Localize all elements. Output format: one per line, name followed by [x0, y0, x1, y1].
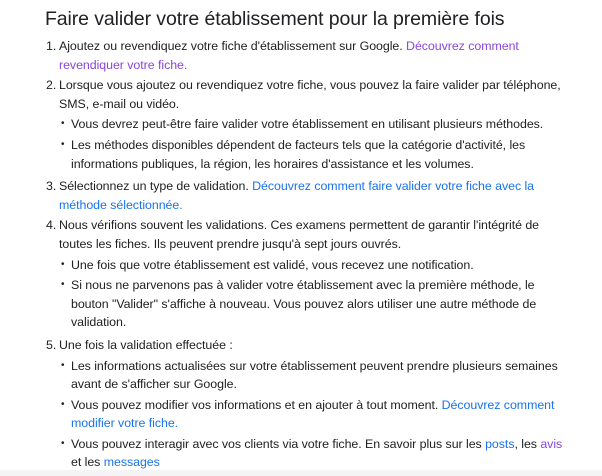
step-2-bullets: [59, 115, 566, 173]
edit-listing-link[interactable]: Découvrez comment modifier votre fiche.: [71, 397, 555, 431]
page-title: Faire valider votre établissement pour la première fois: [45, 8, 505, 30]
step-4-bullets: [59, 256, 566, 332]
step-number: 5.: [46, 337, 57, 352]
bullet-item: [59, 136, 566, 173]
verify-method-link[interactable]: Découvrez comment faire valider votre fiche avec la méthode sélectionnée.: [59, 179, 535, 212]
bullet-icon: •: [61, 437, 65, 449]
bullet-item: [59, 357, 566, 394]
step-number: 2.: [46, 78, 57, 93]
step-text: Lorsque vous ajoutez ou revendiquez votre fiche, vous pouvez la faire valider par téléphone, SMS, e-mail ou vidéo.: [59, 78, 561, 111]
step-4: [46, 216, 566, 332]
step-text: Nous vérifions souvent les validations. Ces examens permettent de garantir l'intégrité de toutes les fiches. Ils peuvent prendre jusqu'à sept jours ouvrés.: [59, 218, 540, 251]
bullet-item: [59, 115, 566, 134]
step-text: Sélectionnez un type de validation.: [59, 179, 253, 194]
messages-link[interactable]: messages: [103, 455, 160, 470]
bullet-icon: •: [61, 398, 65, 410]
bullet-text: Les méthodes disponibles dépendent de facteurs tels que la catégorie d'activité, les informations publiques, la région, les horaires d'assistance et les volumes.: [71, 137, 526, 171]
bottom-edge: [0, 470, 602, 476]
bullet-icon: •: [61, 118, 65, 130]
bullet-icon: •: [61, 138, 65, 150]
bullet-icon: •: [61, 258, 65, 270]
bullet-text: Vous pouvez modifier vos informations et en ajouter à tout moment.: [71, 397, 442, 412]
bullet-icon: •: [61, 279, 65, 291]
step-2: [46, 76, 566, 173]
step-number: 3.: [46, 179, 57, 194]
step-number: 4.: [46, 218, 57, 233]
step-1: [46, 37, 566, 74]
step-text: Ajoutez ou revendiquez votre fiche d'établissement sur Google.: [59, 39, 407, 53]
bullet-text: Vous pouvez interagir avec vos clients via votre fiche. En savoir plus sur les: [71, 436, 486, 451]
step-5-bullets: [59, 357, 566, 473]
bullet-text: Vous devrez peut-être faire valider votre établissement en utilisant plusieurs méthodes.: [71, 117, 544, 132]
claim-listing-link[interactable]: Découvrez comment revendiquer votre fiche.: [59, 39, 519, 72]
bullet-text: Les informations actualisées sur votre établissement peuvent prendre plusieurs semaines avant de s'afficher sur Google.: [71, 358, 558, 392]
steps-list: [46, 37, 566, 474]
bullet-item: [59, 396, 566, 433]
step-3: [46, 177, 566, 214]
bullet-text: Une fois que votre établissement est validé, vous recevez une notification.: [71, 257, 474, 272]
bullet-icon: •: [61, 359, 65, 371]
bullet-text: Si nous ne parvenons pas à valider votre établissement avec la première méthode, le bouton "Valider" s'affiche à nouveau. Vous pouvez alors utiliser une autre méthode de validation.: [71, 278, 537, 330]
bullet-item: [59, 276, 566, 332]
posts-link[interactable]: posts: [485, 436, 515, 451]
step-5: [46, 336, 566, 472]
step-number: 1.: [46, 39, 57, 53]
bullet-item: [59, 256, 566, 275]
bullet-text: et les: [71, 455, 104, 470]
bullet-item: [59, 435, 566, 472]
reviews-link[interactable]: avis: [540, 436, 563, 451]
bullet-text: , les: [514, 436, 541, 451]
step-text: Une fois la validation effectuée :: [59, 337, 233, 352]
